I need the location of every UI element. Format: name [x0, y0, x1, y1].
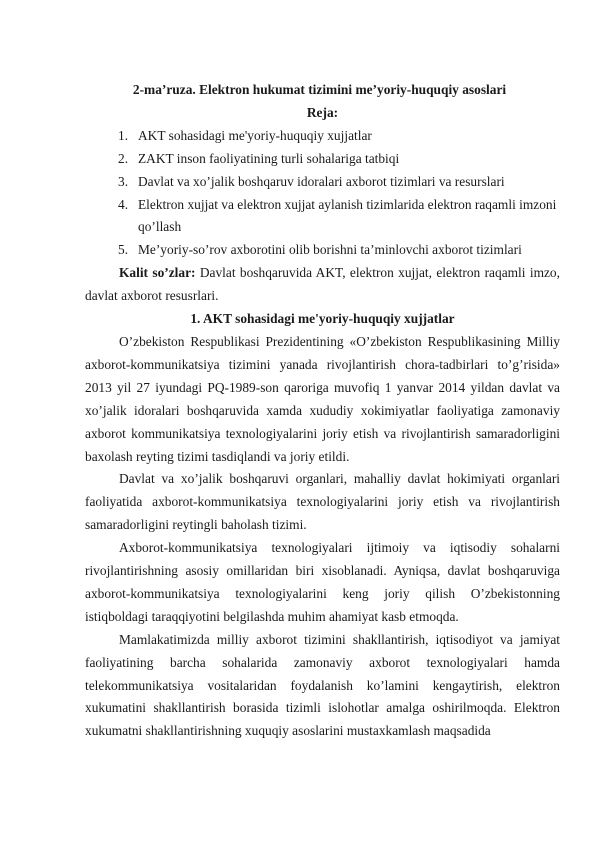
plan-item-text: ZAKT inson faoliyatining turli sohalariga tatbiqi: [138, 150, 400, 166]
plan-item-number: 1.: [118, 127, 129, 143]
body-paragraph: Davlat va xo’jalik boshqaruvi organlari, mahalliy davlat hokimiyati organlari faoliyatida axborot-kommunikatsiya texnologiyalarini joriy etish va rivojlantirish samaradorligini reytingli baholash tizimi.: [85, 471, 560, 533]
lecture-title: 2-ma’ruza. Elektron hukumat tizimini me’yoriy-huquqiy asoslari: [132, 82, 507, 97]
document-page: [85, 79, 560, 743]
body-paragraph: Mamlakatimizda milliy axborot tizimini shakllantirish, iqtisodiyot va jamiyat faoliyatining barcha sohalarida zamonaviy axborot texnologiyalari hamda telekommunikatsiya vositalaridan foydalanish ko’lamini kengaytirish, elektron xukumatini shakllantirish borasida tizimli islohotlar amalga oshirilmoqda. Elektron xukumatni shakllantirishning xuquqiy asoslarini mustaxkamlash maqsadida: [85, 631, 560, 739]
plan-item: [85, 125, 560, 148]
section-heading: 1. AKT sohasidagi me'yoriy-huquqiy xujjatlar: [190, 311, 455, 327]
plan-item-number: 3.: [118, 173, 129, 189]
plan-item-text: Me’yoriy-so’rov axborotini olib borishni ta’minlovchi axborot tizimlari: [138, 242, 522, 258]
plan-heading: Reja:: [306, 104, 339, 120]
plan-item-number: 4.: [118, 196, 129, 212]
plan-item: [85, 148, 560, 171]
keywords: [85, 262, 560, 308]
plan-item-number: 5.: [118, 242, 129, 258]
plan-item-text: Davlat va xo’jalik boshqaruv idoralari axborot tizimlari va resurslari: [138, 173, 505, 189]
plan-item-text: AKT sohasidagi me'yoriy-huquqiy xujjatlar: [138, 127, 372, 143]
keywords-label: Kalit so’zlar:: [119, 265, 196, 281]
plan-item: [85, 171, 560, 194]
body-paragraph: Axborot-kommunikatsiya texnologiyalari ijtimoiy va iqtisodiy sohalarni rivojlantirishning asosiy omillaridan biri xisoblanadi. Ayniqsa, davlat boshqaruviga axborot-kommunikatsiya texnologiyalarini keng joriy qilish O’zbekistonning istiqboldagi taraqqiyotini belgilashda muhim ahamiyat kasb etmoqda.: [85, 540, 560, 624]
plan-item-number: 2.: [118, 150, 129, 166]
body-paragraph: O’zbekiston Respublikasi Prezidentining «O’zbekiston Respublikasining Milliy axborot-kommunikatsiya tizimini yanada rivojlantirish chora-tadbirlari to’g’risida» 2013 yil 27 iyundagi PQ-1989-son qaroriga muvofiq 1 yanvar 2014 yildan davlat va xo’jalik idoralari boshqaruvida xamda xududiy xokimiyatlar faoliyatiga zamonaviy axborot kommunikatsiya texnologiyalarini joriy etish va rivojlantirish samaradorligini baxolash reyting tizimi tasdiqlandi va joriy etildi.: [85, 333, 560, 464]
plan-item: [85, 194, 560, 240]
plan-item-text: Elektron xujjat va elektron xujjat aylanish tizimlarida elektron raqamli imzoni qo’llash: [138, 196, 557, 235]
keywords-text: Davlat boshqaruvida AKT, elektron xujjat, elektron raqamli imzo, davlat axborot resusrlari.: [85, 265, 560, 304]
plan-item: [85, 239, 560, 262]
plan-list: [85, 125, 560, 262]
